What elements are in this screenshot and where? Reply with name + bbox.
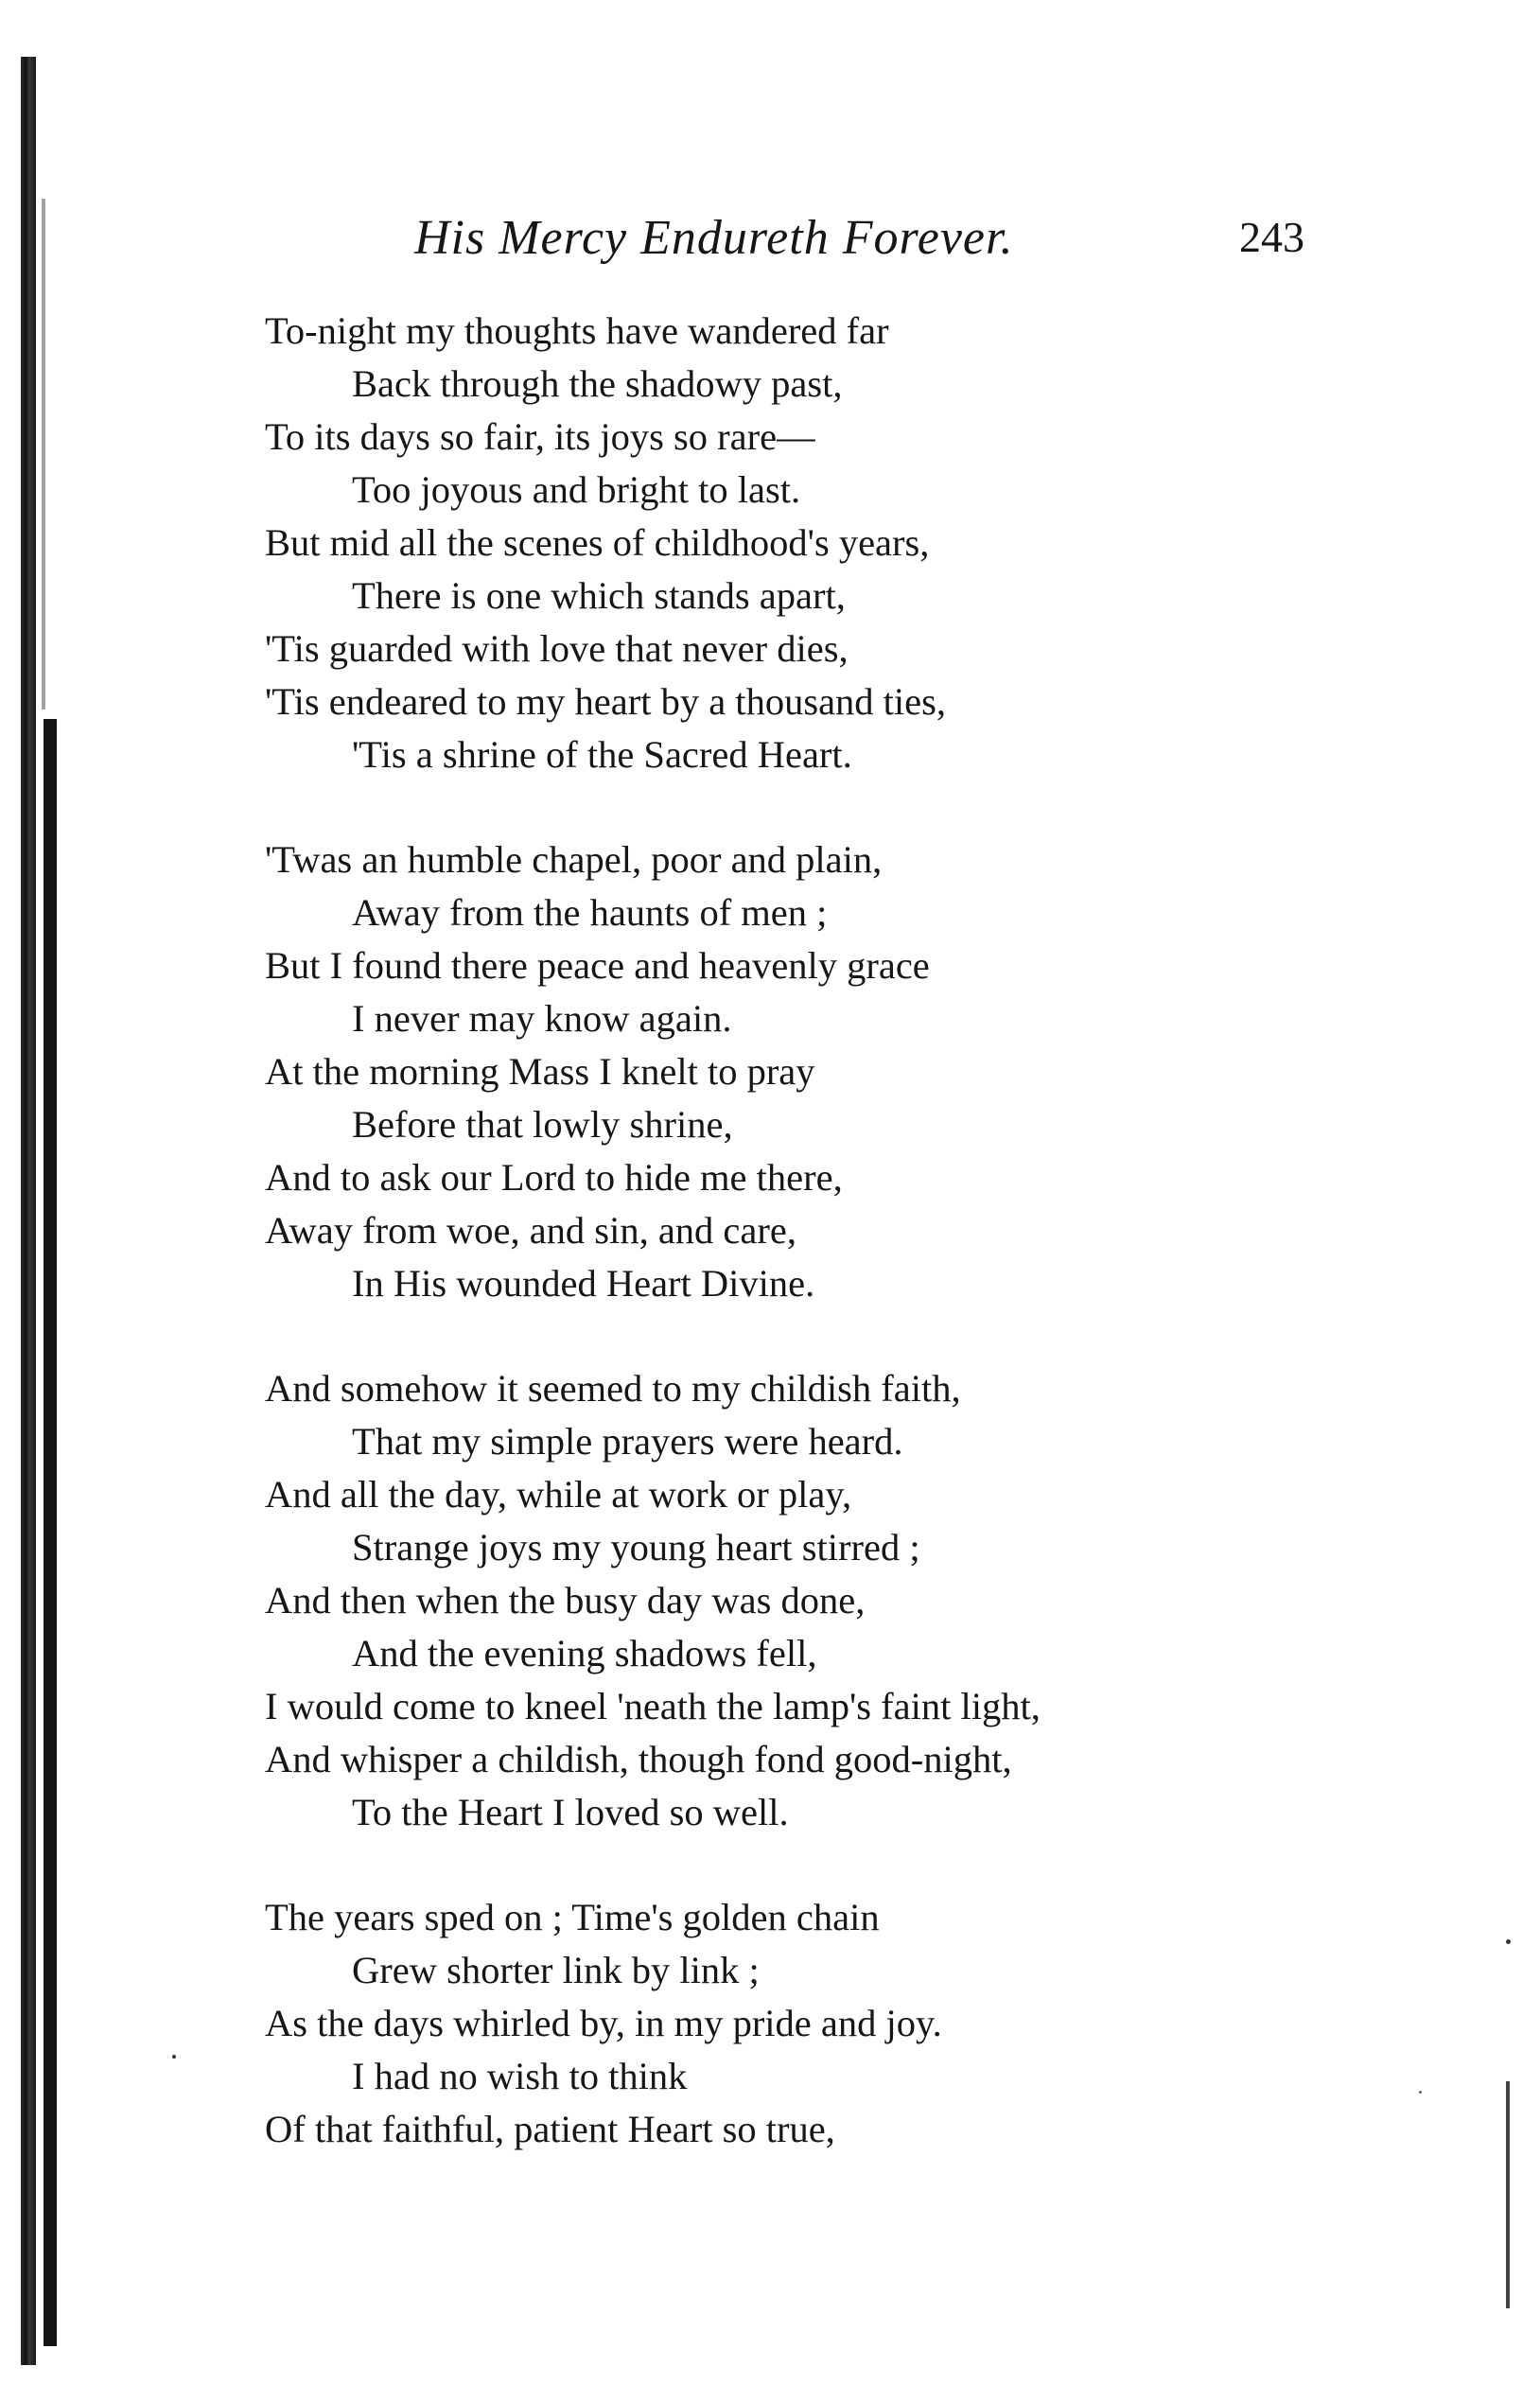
running-title: His Mercy Endureth Forever. [414,211,1014,265]
poem-line: In His wounded Heart Divine. [352,1262,815,1305]
poem-line: But I found there peace and heavenly grace [265,944,930,987]
poem-line: And all the day, while at work or play, [265,1473,852,1516]
poem-line: 'Twas an humble chapel, poor and plain, [265,838,883,881]
poem-line: Of that faithful, patient Heart so true, [265,2108,835,2150]
binding-edge-line [42,199,45,710]
poem-line: And then when the busy day was done, [265,1579,866,1621]
poem-line: I would come to kneel 'neath the lamp's faint light, [265,1685,1041,1727]
scan-edge-mark [1506,2081,1510,2308]
stanza [265,305,1495,781]
poem-line: Strange joys my young heart stirred ; [352,1526,920,1569]
poem-line: As the days whirled by, in my pride and joy. [265,2002,942,2044]
poem-line: At the morning Mass I knelt to pray [265,1050,815,1093]
poem-line: 'Tis a shrine of the Sacred Heart. [352,733,852,776]
poem-line: Away from the haunts of men ; [352,891,828,934]
poem-line: 'Tis endeared to my heart by a thousand ties, [265,680,947,723]
poem-line: And whisper a childish, though fond good-night, [265,1738,1012,1780]
poem-line: And to ask our Lord to hide me there, [265,1156,843,1199]
poem-line: Too joyous and bright to last. [352,468,801,511]
poem-line: Grew shorter link by link ; [352,1949,760,1991]
poem-line: That my simple prayers were heard. [352,1420,903,1463]
binding-edge-lower-shadow [44,719,57,2346]
poem-line: To the Heart I loved so well. [352,1791,789,1833]
poem-line: And the evening shadows fell, [352,1632,817,1674]
poem-line: But mid all the scenes of childhood's years, [265,521,930,564]
poem-line: Away from woe, and sin, and care, [265,1209,796,1252]
page-number: 243 [1239,213,1304,261]
poem-line: 'Tis guarded with love that never dies, [265,627,849,670]
poem-line: Before that lowly shrine, [352,1103,733,1146]
poem-line: To its days so fair, its joys so rare— [265,415,815,458]
scan-speck [1506,1939,1511,1944]
scan-speck [172,2055,176,2059]
poem-line: To-night my thoughts have wandered far [265,309,889,352]
poem-line: I had no wish to think [352,2055,688,2097]
poem-line: There is one which stands apart, [352,574,846,617]
running-head [0,210,1540,267]
poem-line: Back through the shadowy past, [352,362,843,405]
binding-edge-shadow [21,57,36,2365]
stanza [265,1891,1495,2156]
poem-line: The years sped on ; Time's golden chain [265,1896,880,1938]
stanza [265,1362,1495,1839]
poem-line: I never may know again. [352,997,732,1040]
poem-body [265,305,1495,2208]
poem-line: And somehow it seemed to my childish faith, [265,1367,961,1410]
stanza [265,833,1495,1310]
